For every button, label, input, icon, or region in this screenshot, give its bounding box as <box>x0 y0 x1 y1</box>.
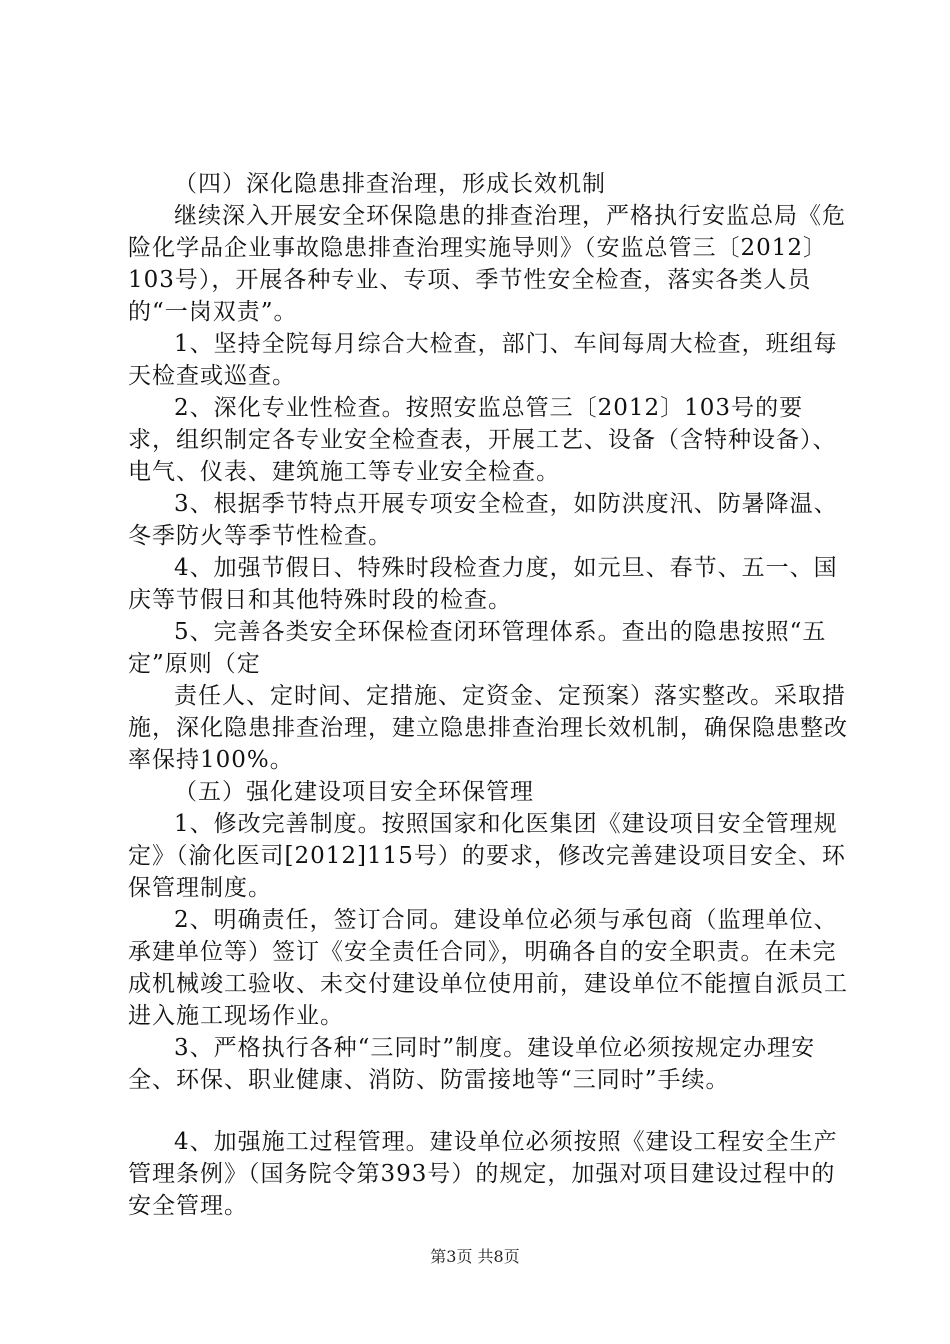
paragraph: 5、完善各类安全环保检查闭环管理体系。查出的隐患按照“五定”原则（定 <box>128 619 827 677</box>
section-heading-5: （五）强化建设项目安全环保管理 <box>174 779 534 805</box>
paragraph: 3、严格执行各种“三同时”制度。建设单位必须按规定办理安全、环保、职业健康、消防、防雷接地等“三同时”手续。 <box>128 1035 816 1093</box>
paragraph: 继续深入开展安全环保隐患的排查治理，严格执行安监总局《危险化学品企业事故隐患排查治理实施导则》（安监总管三〔2012〕103号），开展各种专业、专项、季节性安全检查，落实各类人员的“一岗双责”。 <box>128 203 846 325</box>
paragraph: 责任人、定时间、定措施、定资金、定预案）落实整改。采取措施，深化隐患排查治理，建立隐患排查治理长效机制，确保隐患整改率保持100%。 <box>128 683 848 773</box>
page-footer: 第3页 共8页 <box>430 1247 520 1266</box>
section-heading-4: （四）深化隐患排查治理，形成长效机制 <box>174 171 606 197</box>
paragraph: 3、根据季节特点开展专项安全检查，如防洪度汛、防暑降温、冬季防火等季节性检查。 <box>128 491 838 549</box>
spacer <box>128 1096 848 1126</box>
paragraph: 2、明确责任，签订合同。建设单位必须与承包商（监理单位、承建单位等）签订《安全责任合同》，明确各自的安全职责。在未完成机械竣工验收、未交付建设单位使用前，建设单位不能擅自派员工进入施工现场作业。 <box>128 907 848 1029</box>
paragraph: 2、深化专业性检查。按照安监总管三〔2012〕103号的要求，组织制定各专业安全检查表，开展工艺、设备（含特种设备）、电气、仪表、建筑施工等专业安全检查。 <box>128 395 837 485</box>
document-body <box>128 168 848 1222</box>
paragraph: 1、修改完善制度。按照国家和化医集团《建设项目安全管理规定》（渝化医司[2012]115号）的要求，修改完善建设项目安全、环保管理制度。 <box>128 811 846 901</box>
paragraph: 4、加强施工过程管理。建设单位必须按照《建设工程安全生产管理条例》（国务院令第393号）的规定，加强对项目建设过程中的安全管理。 <box>128 1129 838 1219</box>
paragraph: 1、坚持全院每月综合大检查，部门、车间每周大检查，班组每天检查或巡查。 <box>128 331 838 389</box>
paragraph: 4、加强节假日、特殊时段检查力度，如元旦、春节、五一、国庆等节假日和其他特殊时段的检查。 <box>128 555 838 613</box>
